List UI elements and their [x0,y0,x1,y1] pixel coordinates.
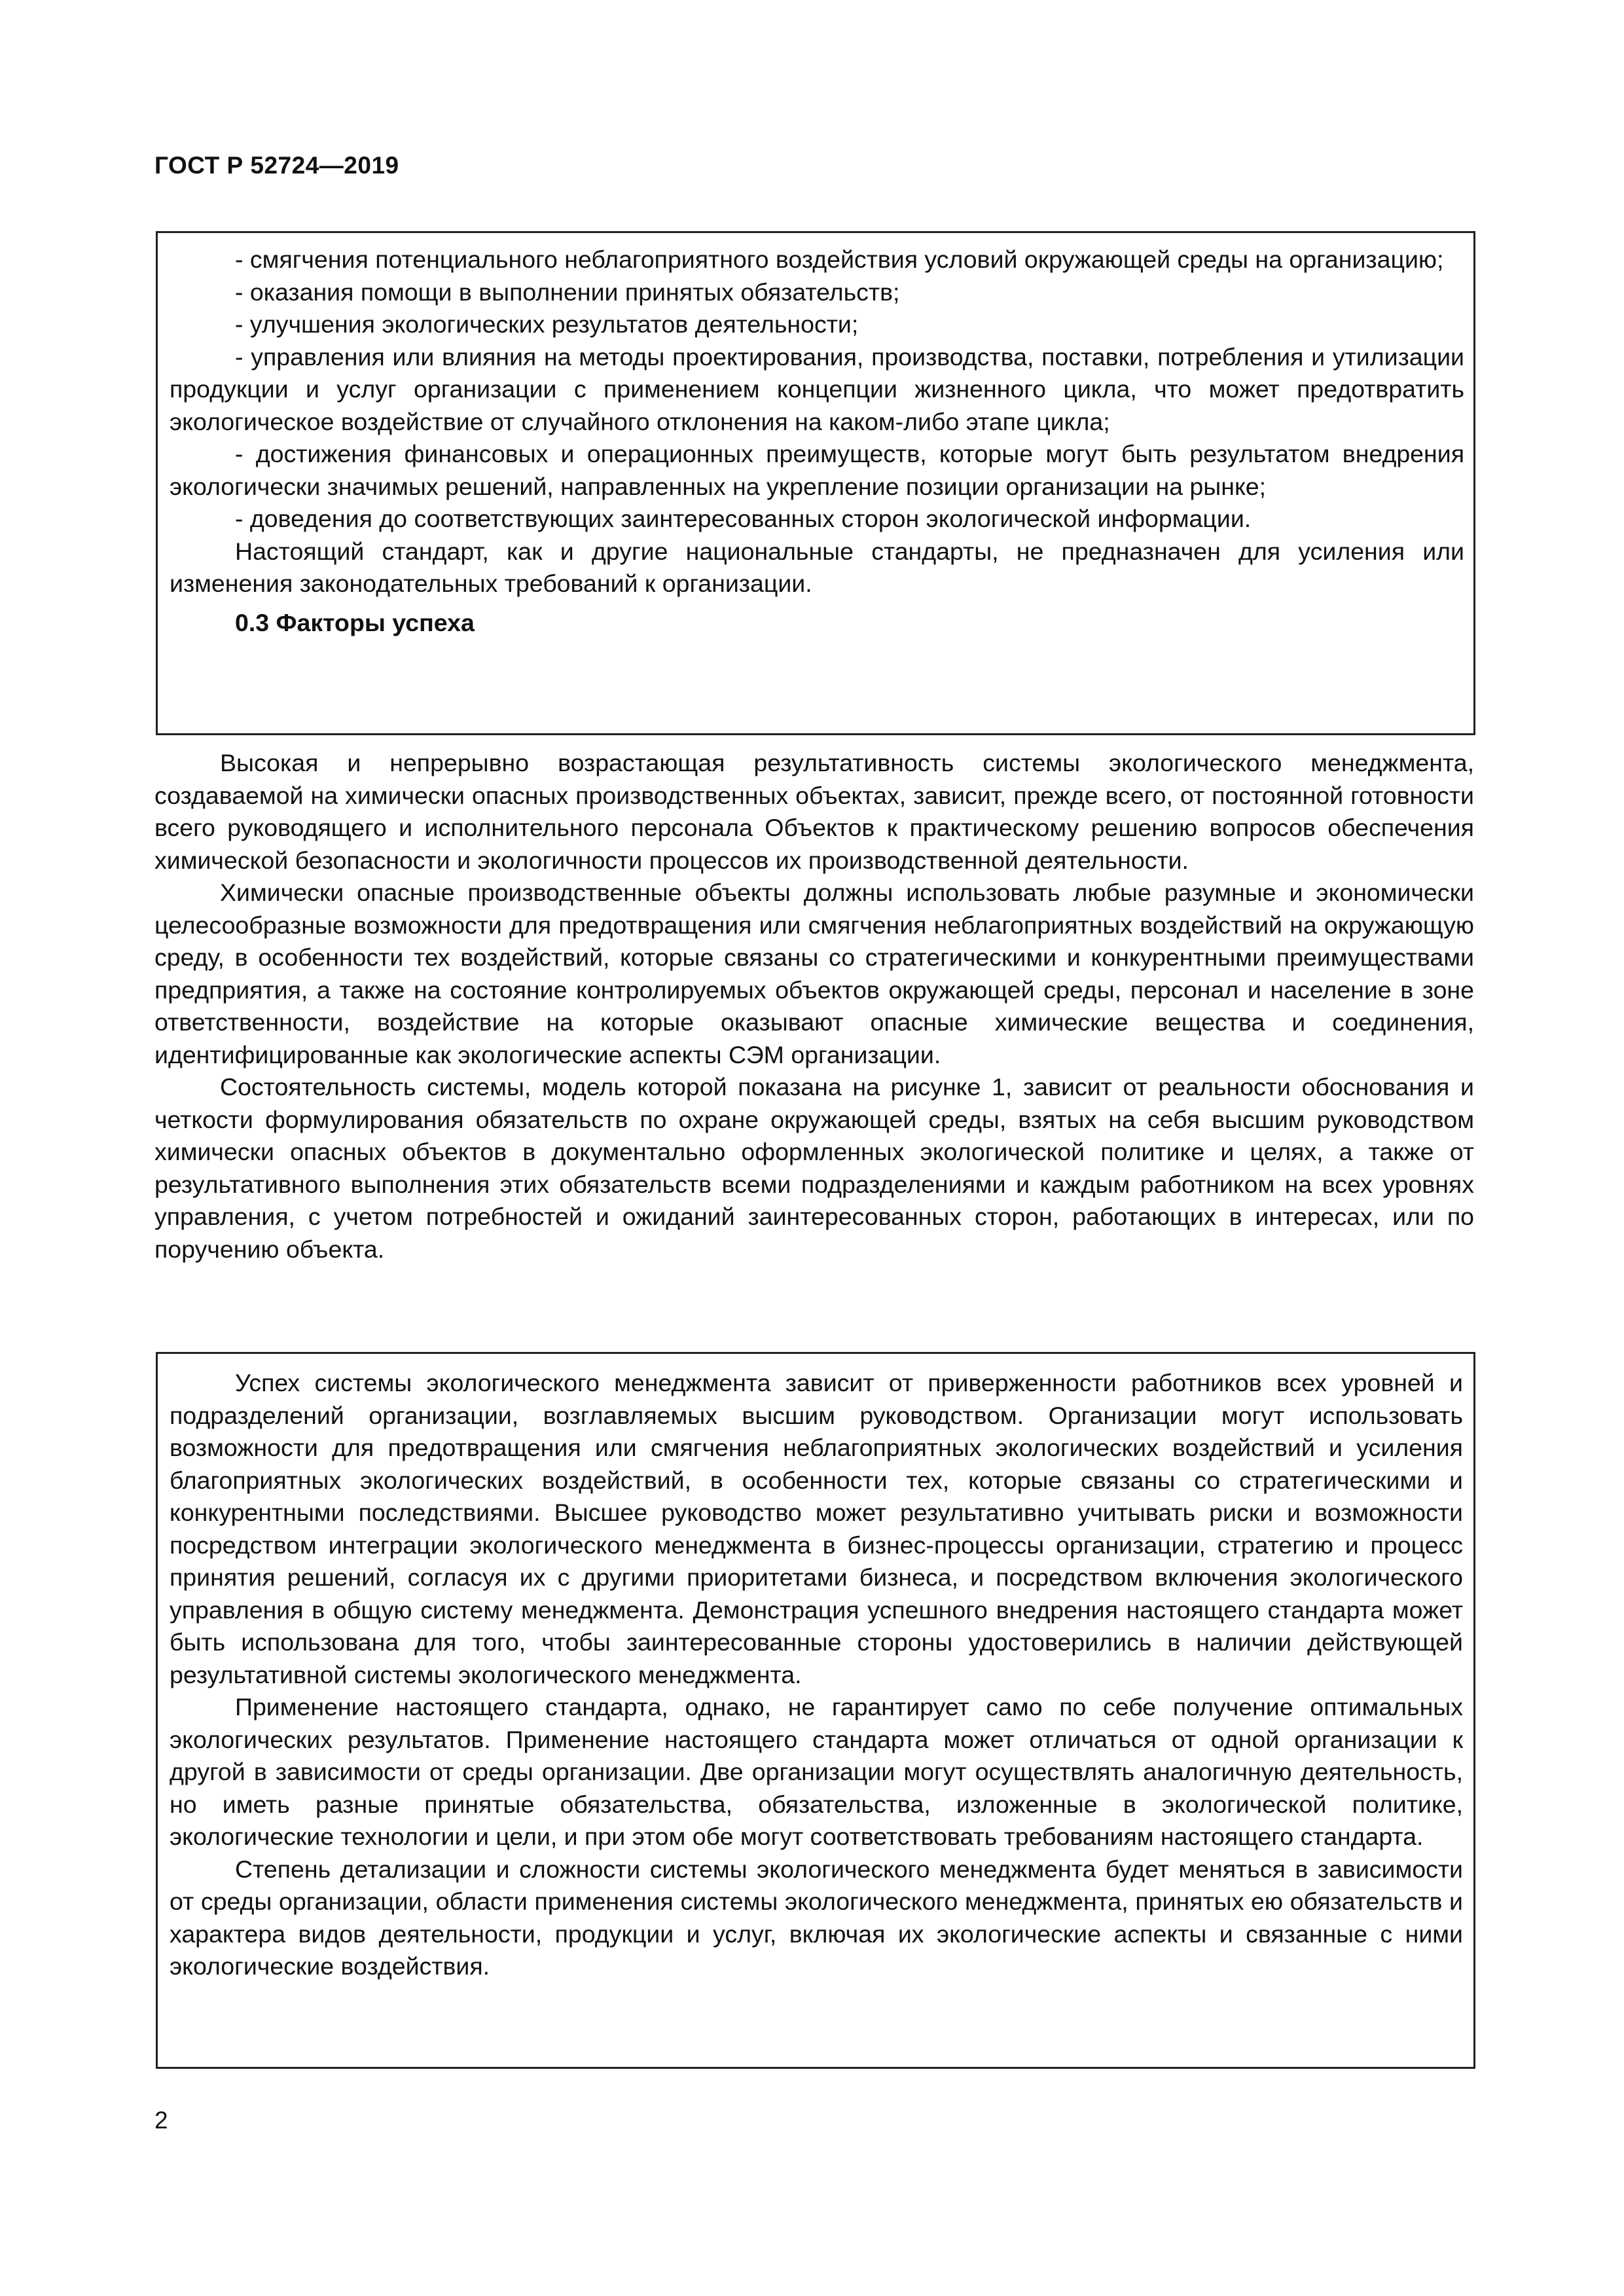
section-heading: 0.3 Факторы успеха [235,608,475,636]
list-item: - оказания помощи в выполнении принятых обязательств; [235,278,900,306]
framed-block-top [156,231,1475,735]
page-number: 2 [154,2107,168,2134]
paragraph: Применение настоящего стандарта, однако, не гарантирует само по себе получение оптимальных экологических результатов. Применение настоящего стандарта может отличаться от одной организации к другой в зависимости от среды организации. Две организации могут осуществлять аналогичную деятельность, но иметь разные принятые обязательства, обязательства, изложенные в экологической политике, экологические технологии и цели, и при этом обе могут соответствовать требованиям настоящего стандарта. [170,1693,1463,1850]
list-item: - доведения до соответствующих заинтересованных сторон экологической информации. [235,505,1252,532]
paragraph: Успех системы экологического менеджмента зависит от приверженности работников всех уровней и подразделений организации, возглавляемых высшим руководством. Организации могут использовать возможности для предотвращения или смягчения неблагоприятных экологических воздействий и усиления благоприятных экологических воздействий, в особенности тех, которые связаны со стратегическими и конкурентными последствиями. Высшее руководство может результативно учитывать риски и возможности посредством интеграции экологического менеджмента в бизнес-процессы организации, стратегию и процесс принятия решений, согласуя их с другими приоритетами бизнеса, и посредством включения экологического управления в общую систему менеджмента. Демонстрация успешного внедрения настоящего стандарта может быть использована для того, чтобы заинтересованные стороны удостоверились в наличии действующей результативной системы экологического менеджмента. [170,1369,1463,1688]
paragraph: Степень детализации и сложности системы экологического менеджмента будет меняться в зависимости от среды организации, области применения системы экологического менеджмента, принятых ею обязательств и характера видов деятельности, продукции и услуг, включая их экологические аспекты и связанные с ними экологические воздействия. [170,1855,1463,1980]
list-item: - улучшения экологических результатов деятельности; [235,310,859,338]
framed-block-bottom [156,1352,1475,2069]
paragraph: Химически опасные производственные объекты должны использовать любые разумные и экономически целесообразные возможности для предотвращения или смягчения неблагоприятных воздействий на окружающую среду, в особенности тех воздействий, которые связаны со стратегическими и конкурентными преимуществами предприятия, а также на состояние контролируемых объектов окружающей среды, персонал и население в зоне ответственности, воздействие на которые оказывают опасные химические вещества и соединения, идентифицированные как экологические аспекты СЭМ организации. [154,879,1474,1068]
paragraph: Состоятельность системы, модель которой показана на рисунке 1, зависит от реальности обоснования и четкости формулирования обязательств по охране окружающей среды, взятых на себя высшим руководством химически опасных объектов в документально оформленных экологической политике и целях, а также от результативного выполнения этих обязательств всеми подразделениями и каждым работником на всех уровнях управления, с учетом потребностей и ожиданий заинтересованных сторон, работающих в интересах, или по поручению объекта. [154,1073,1474,1263]
list-item: - управления или влияния на методы проектирования, производства, поставки, потребления и утилизации продукции и услуг организации с применением концепции жизненного цикла, что может предотвратить экологическое воздействие от случайного отклонения на каком-либо этапе цикла; [170,342,1464,435]
list-item: - достижения финансовых и операционных преимуществ, которые могут быть результатом внедрения экологически значимых решений, направленных на укрепление позиции организации на рынке; [170,440,1464,500]
list-item: - смягчения потенциального неблагоприятного воздействия условий окружающей среды на организацию; [235,246,1444,273]
body-text [154,747,1474,1266]
document-header: ГОСТ Р 52724—2019 [154,152,399,179]
paragraph: Настоящий стандарт, как и другие национальные стандарты, не предназначен для усиления или изменения законодательных требований к организации. [170,537,1464,597]
paragraph: Высокая и непрерывно возрастающая результативность системы экологического менеджмента, создаваемой на химически опасных производственных объектах, зависит, прежде всего, от постоянной готовности всего руководящего и исполнительного персонала Объектов к практическому решению вопросов обеспечения химической безопасности и экологичности процессов их производственной деятельности. [154,749,1474,874]
